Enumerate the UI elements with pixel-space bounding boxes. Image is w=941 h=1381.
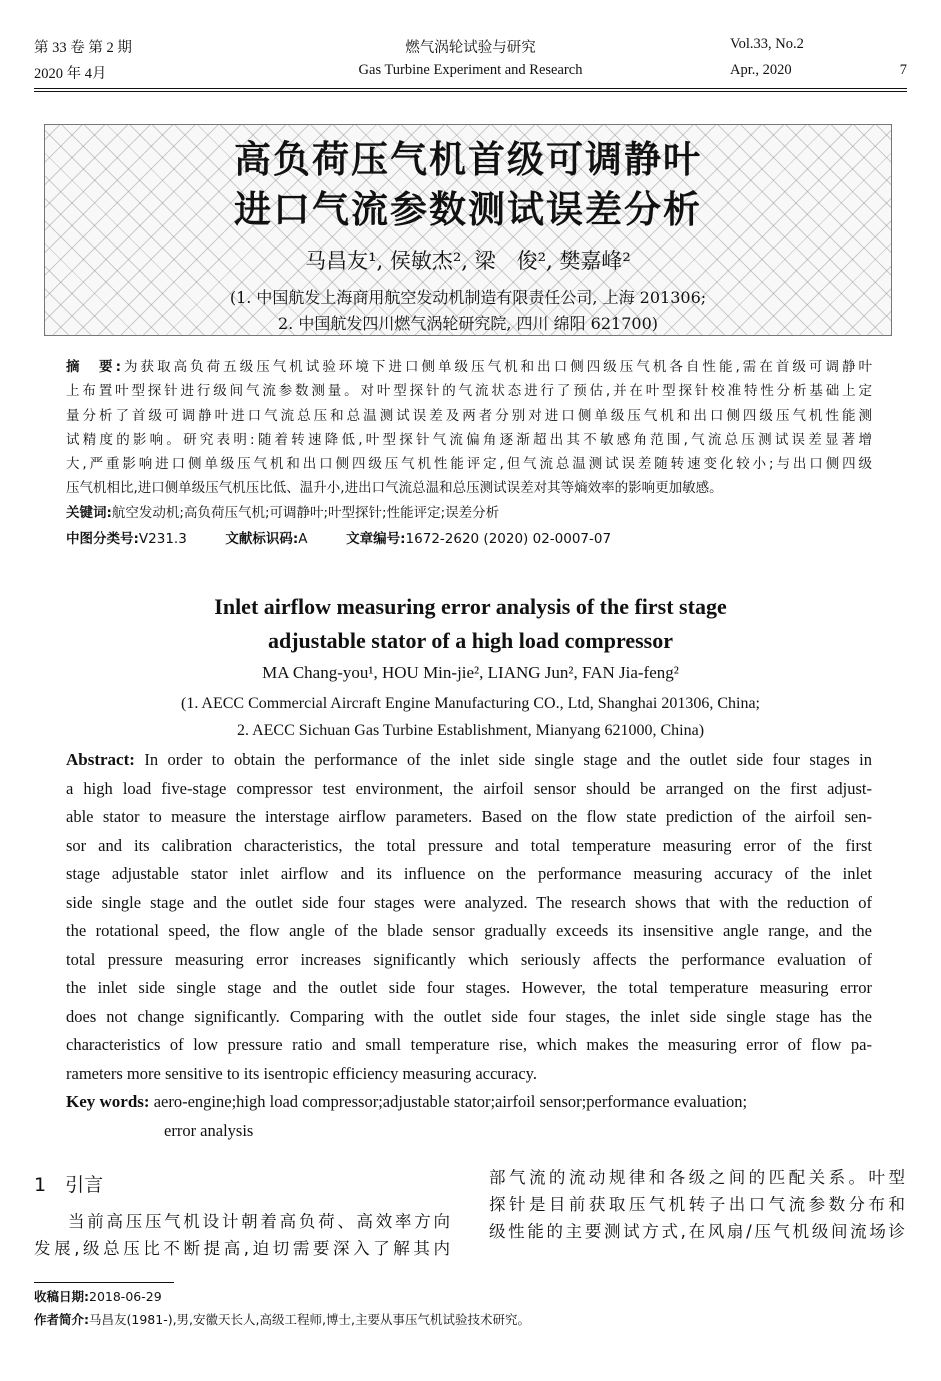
keywords-cn: 关键词:航空发动机;高负荷压气机;可调静叶;叶型探针;性能评定;误差分析 [66,504,500,521]
abstract-en-line: does not change significantly. Comparing with the outlet side four stages, the inlet side single stage has the [66,1006,872,1026]
abstract-cn-line: 试精度的影响。研究表明:随着转速降低,叶型探针气流偏角逐渐超出其不敏感角范围,气流总压测试误差显著增 [66,431,872,448]
body-left-column [34,1208,450,1262]
abstract-en-line: rameters more sensitive to its isentropic efficiency measuring accuracy. [66,1063,537,1083]
abstract-en-line: characteristics of low pressure ratio and small temperature rise, which makes the measuring error of flow pa- [66,1035,872,1054]
title-en-line2: adjustable stator of a high load compressor [268,628,673,653]
title-box [44,124,892,336]
keywords-en-line2: error analysis [164,1120,254,1140]
classification-line [66,527,872,551]
abstract-cn-line: 上布置叶型探针进行级间气流参数测量。对叶型探针的气流状态进行了预估,并在叶型探针校准特性分析基础上定 [66,383,872,400]
affiliation-cn-2: 2. 中国航发四川燃气涡轮研究院, 四川 绵阳 621700) [277,314,659,333]
section-heading: 1 引言 [34,1174,104,1196]
header-rule-double [34,91,907,92]
article-no-value: 1672-2620 (2020) 02-0007-07 [405,531,612,548]
abstract-cn-line: 压气机相比,进口侧单级压气机压比低、温升小,进出口气流总温和总压测试误差对其等熵效率的影响更加敏感。 [66,480,723,497]
abstract-en-line: able stator to measure the interstage airflow parameters. Based on the flow state prediction of the airfoil sen- [66,807,872,826]
clc-value: V231.3 [138,531,187,548]
body-line: 当前高压压气机设计朝着高负荷、高效率方向 [68,1212,450,1231]
received-date: 收稿日期:2018-06-29 [34,1289,162,1304]
doc-code-label: 文献标识码: [225,531,299,548]
affiliation-cn-1: (1. 中国航发上海商用航空发动机制造有限责任公司, 上海 201306; [229,288,707,307]
body-line: 级性能的主要测试方式,在风扇/压气机级间流场诊 [489,1222,905,1241]
body-line: 探针是目前获取压气机转子出口气流参数分布和 [489,1195,905,1214]
abstract-en-line: sor and its calibration characteristics, the total pressure and total temperature measuring error of the first [66,835,872,855]
abstract-en-line: the inlet side single stage and the outlet side four stages. However, the total temperature measuring error [66,978,872,997]
abstract-en-line: Abstract: In order to obtain the performance of the inlet side single stage and the outlet side four stages in [66,750,872,769]
abstract-en-line: stage adjustable stator inlet airflow and its influence on the performance measuring accuracy of the inlet [66,864,872,883]
affiliation-en-2: 2. AECC Sichuan Gas Turbine Establishment, Mianyang 621000, China) [236,722,705,739]
abstract-cn [66,355,872,551]
doc-code-value: A [298,531,308,548]
abstract-cn-line: 大,严重影响进口侧单级压气机和出口侧四级压气机性能评定,但气流总温测试误差随转速变化较小;与出口侧四级 [66,456,872,473]
title-cn-line2: 进口气流参数测试误差分析 [234,188,702,231]
volume-cn: 第 33 卷 第 2 期 [34,40,132,56]
footnote-rule [34,1282,174,1283]
abstract-en-line: total pressure measuring error increases significantly which seriously affects the performance evaluation of [66,949,872,969]
body-right-column [489,1164,905,1245]
abstract-en [66,746,872,1088]
body-line: 部气流的流动规律和各级之间的匹配关系。叶型 [489,1168,905,1187]
authors-en: MA Chang-you¹, HOU Min-jie², LIANG Jun², FAN Jia-feng² [262,663,679,682]
body-line: 发展,级总压比不断提高,迫切需要深入了解其内 [34,1239,450,1258]
header-rule [34,88,907,89]
keywords-en-label: Key words: [66,1092,150,1111]
page-number: 7 [899,62,907,78]
abstract-cn-line: 摘 要:为获取高负荷五级压气机试验环境下进口侧单级压气机和出口侧四级压气机各自性能,需在首级可调静叶 [66,359,872,375]
journal-name-en: Gas Turbine Experiment and Research [358,62,583,78]
affiliation-en-1: (1. AECC Commercial Aircraft Engine Manufacturing CO., Ltd, Shanghai 201306, China; [180,695,760,712]
running-header [34,36,907,92]
article-no-label: 文章编号: [346,531,406,548]
date-en: Apr., 2020 [730,62,792,78]
clc-label: 中图分类号: [66,531,139,548]
keywords-en [66,1088,872,1145]
abstract-en-line: a high load five-stage compressor test environment, the airfoil sensor should be arranged on the first adjust- [66,778,872,798]
title-en-line1: Inlet airflow measuring error analysis of the first stage [214,594,727,619]
abstract-en-line: side single stage and the outlet side four stages were analyzed. The research shows that with the reduction of [66,892,872,912]
keywords-en-line1: aero-engine;high load compressor;adjustable stator;airfoil sensor;performance evaluation; [153,1092,748,1111]
abstract-en-label: Abstract: [66,750,135,769]
volume-en: Vol.33, No.2 [730,36,804,52]
abstract-cn-label: 摘 要: [66,359,121,375]
title-cn-line1: 高负荷压气机首级可调静叶 [234,138,702,181]
abstract-cn-line: 量分析了首级可调静叶进口气流总压和总温测试误差及两者分别对进口侧单级压气机和出口侧四级压气机性能测 [66,407,872,424]
author-bio: 作者简介:马昌友(1981-),男,安徽天长人,高级工程师,博士,主要从事压气机试验技术研究。 [34,1312,530,1327]
journal-name-cn: 燃气涡轮试验与研究 [405,40,536,56]
authors-cn: 马昌友¹, 侯敏杰², 梁 俊², 樊嘉峰² [305,249,631,273]
abstract-en-line: the rotational speed, the flow angle of the blade sensor gradually exceeds its insensitive angle range, and the [66,921,872,940]
date-cn: 2020 年 4月 [34,66,107,82]
